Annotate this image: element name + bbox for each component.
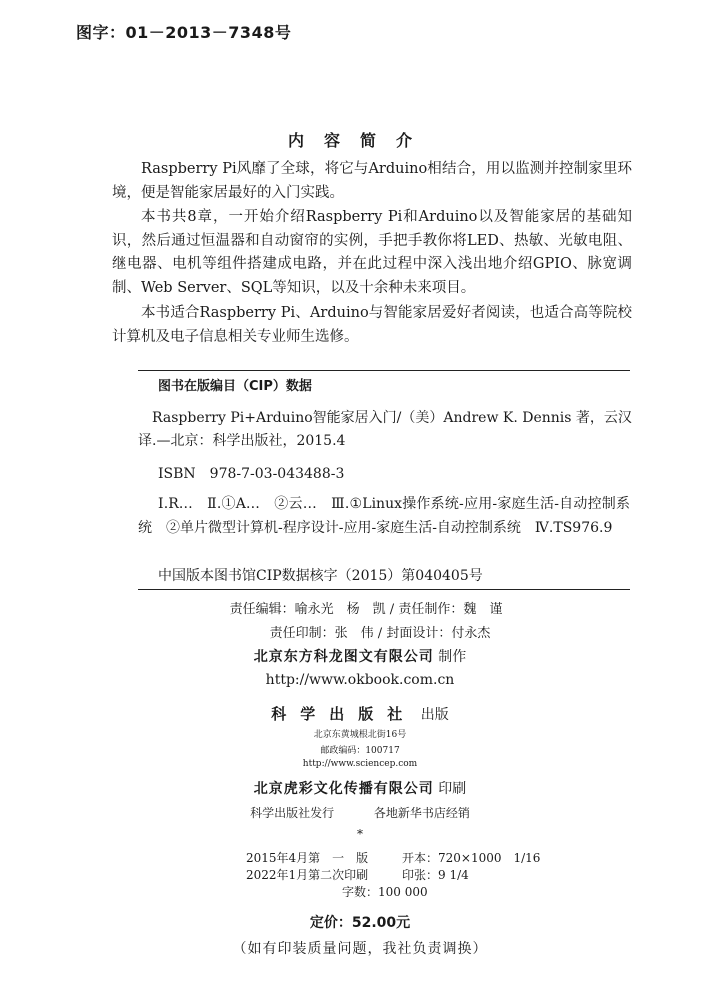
issuer: 科学出版社发行 bbox=[250, 806, 335, 820]
studio-line bbox=[0, 646, 720, 666]
intro-title: 内容简介 bbox=[287, 131, 432, 150]
studio-role: 制作 bbox=[438, 649, 467, 665]
word-count: 字数：100 000 bbox=[342, 885, 428, 899]
cip-isbn: ISBN 978-7-03-043488-3 bbox=[158, 466, 345, 482]
book-specs bbox=[246, 850, 566, 901]
printer-role: 印刷 bbox=[438, 781, 467, 797]
printer-name: 北京虎彩文化传播有限公司 bbox=[253, 781, 434, 797]
studio-name: 北京东方科龙图文有限公司 bbox=[253, 649, 434, 665]
seller: 各地新华书店经销 bbox=[373, 806, 470, 820]
cip-publisher-line: 译.—北京：科学出版社，2015.4 bbox=[138, 433, 346, 449]
quality-notice: （如有印装质量问题，我社负责调换） bbox=[232, 941, 488, 957]
edition: 2015年4月第 一 版 bbox=[246, 851, 369, 865]
publisher-name: 科学出版社 bbox=[271, 705, 417, 723]
publisher-postcode: 邮政编码：100717 bbox=[320, 746, 400, 756]
studio-url: http://www.okbook.com.cn bbox=[265, 672, 455, 688]
publisher-line bbox=[0, 703, 720, 724]
distribution-line bbox=[0, 804, 720, 821]
cip-record-number: 中国版本图书馆CIP数据核字（2015）第040405号 bbox=[158, 568, 483, 584]
printer-line bbox=[0, 778, 720, 798]
intro-paragraph-1: Raspberry Pi风靡了全球，将它与Arduino相结合，用以监测并控制家里环境，便是智能家居最好的入门实践。 bbox=[112, 161, 632, 201]
production-credits: 责任印制：张 伟 / 封面设计：付永杰 bbox=[269, 626, 491, 641]
editor-credits: 责任编辑：喻永光 杨 凯 / 责任制作：魏 谨 bbox=[229, 602, 503, 617]
cip-heading: 图书在版编目（CIP）数据 bbox=[158, 379, 312, 394]
sheets: 印张：9 1/4 bbox=[402, 868, 469, 882]
cip-classification: Ⅰ.R… Ⅱ.①A… ②云… Ⅲ.①Linux操作系统-应用-家庭生活-自动控制系统 ②单片微型计算机-程序设计-应用-家庭生活-自动控制系统 Ⅳ.TS976.9 bbox=[138, 496, 630, 536]
publisher-url: http://www.sciencep.com bbox=[302, 759, 418, 769]
cip-data-box bbox=[138, 370, 630, 590]
printing: 2022年1月第二次印刷 bbox=[246, 868, 369, 882]
publisher-address: 北京东黄城根北街16号 bbox=[313, 730, 407, 740]
divider-star: * bbox=[357, 827, 363, 841]
cip-author-line: Raspberry Pi+Arduino智能家居入门/（美）Andrew K. Dennis 著，云汉 bbox=[152, 410, 632, 426]
publisher-role: 出版 bbox=[420, 707, 449, 723]
price: 定价：52.00元 bbox=[309, 915, 411, 931]
registration-number: 图字：01－2013－7348号 bbox=[76, 23, 292, 42]
format: 开本：720×1000 1/16 bbox=[402, 851, 541, 865]
intro-paragraph-2: 本书共8章，一开始介绍Raspberry Pi和Arduino以及智能家居的基础知识，然后通过恒温器和自动窗帘的实例，手把手教你将LED、热敏、光敏电阻、继电器、电机等组件搭建成电路，并在此过程中深入浅出地介绍GPIO、脉宽调制、Web Server、SQL等知识，以及十余种未来项目。 bbox=[112, 209, 632, 296]
intro-paragraph-3: 本书适合Raspberry Pi、Arduino与智能家居爱好者阅读，也适合高等院校计算机及电子信息相关专业师生选修。 bbox=[112, 305, 632, 345]
